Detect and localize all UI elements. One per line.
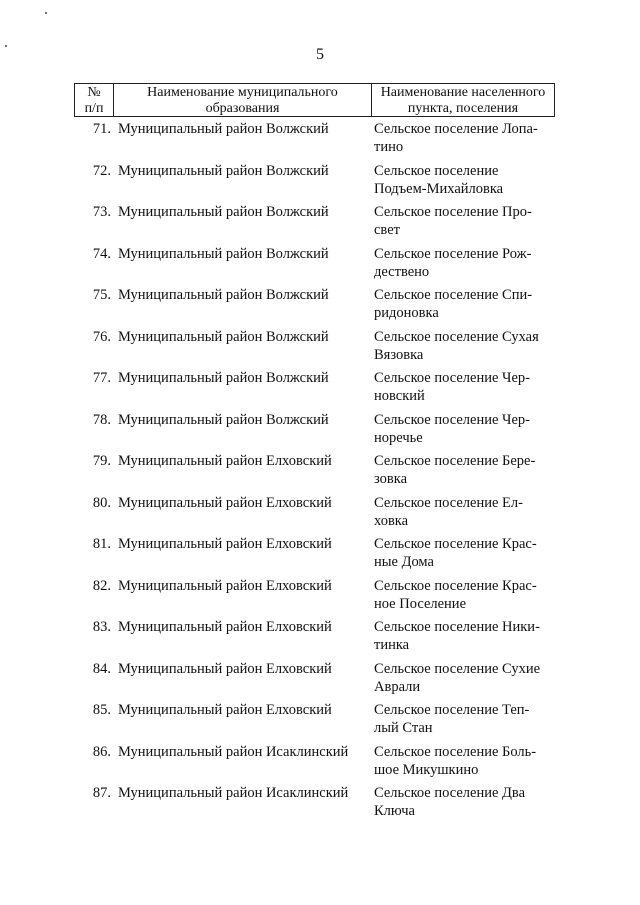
settlement-name: Сельское поселение Два Ключа [374,785,526,819]
municipality-name: Муниципальный район Волжский [118,411,329,428]
row-number: 76. [92,328,111,345]
municipality-name: Муниципальный район Исаклинский [118,785,349,801]
settlement-name: Сельское поселение Рож- дествено [374,245,532,280]
scan-artifact [45,12,47,14]
settlement-name: Сельское поселение Чер- новский [374,370,530,404]
row-number: 75. [92,287,111,303]
header-number [75,84,114,116]
row-number: 77. [92,370,111,386]
row-number: 81. [92,536,111,552]
settlement-name: Сельское поселение Спи- ридоновка [374,287,533,321]
row-number: 80. [92,494,111,511]
table-header [74,83,555,117]
row-number: 72. [92,162,111,179]
row-number: 82. [92,577,111,594]
municipality-name: Муниципальный район Елховский [118,660,332,677]
settlement-name: Сельское поселение Крас- ные Дома [374,536,537,570]
table-row [74,286,555,328]
settlement-name: Сельское поселение Теп- лый Стан [374,702,530,736]
municipality-name: Муниципальный район Волжский [118,204,329,220]
municipality-name: Муниципальный район Елховский [118,619,332,635]
municipality-name: Муниципальный район Волжский [118,162,329,179]
row-number: 73. [92,204,111,220]
municipality-name: Муниципальный район Волжский [118,245,329,262]
municipality-name: Муниципальный район Волжский [118,328,329,345]
table-row [74,369,555,411]
municipality-name: Муниципальный район Елховский [118,702,332,718]
table-row [74,120,555,162]
settlement-name: Сельское поселение Крас- ное Поселение [374,577,537,612]
header-settlement-label: Наименование населенного пункта, поселения [380,85,546,116]
table-row [74,577,555,619]
settlement-name: Сельское поселение Чер- норечье [374,411,530,446]
table-row [74,245,555,287]
table-body [74,120,555,826]
row-number: 74. [92,245,111,262]
settlement-name: Сельское поселение Сухие Аврали [374,660,541,695]
table-row [74,203,555,245]
settlement-name: Сельское поселение Бере- зовка [374,453,536,487]
row-number: 83. [92,619,111,635]
table-row [74,743,555,785]
municipality-name: Муниципальный район Елховский [118,494,332,511]
table-row [74,660,555,702]
row-number: 85. [92,702,111,718]
table-row [74,162,555,204]
table-row [74,328,555,370]
row-number: 71. [92,121,111,137]
municipality-name: Муниципальный район Волжский [118,370,329,386]
table-row [74,411,555,453]
settlement-name: Сельское поселение Про- свет [374,204,532,238]
municipality-name: Муниципальный район Елховский [118,577,332,594]
municipality-name: Муниципальный район Волжский [118,121,329,137]
header-municipality-label: Наименование муниципального образования [147,85,338,116]
header-number-label: № п/п [84,85,104,116]
settlement-name: Сельское поселение Сухая Вязовка [374,328,539,363]
municipality-name: Муниципальный район Исаклинский [118,743,349,760]
page-number: 5 [316,46,324,63]
table-row [74,784,555,826]
settlement-name: Сельское поселение Ники- тинка [374,619,540,653]
table-row [74,618,555,660]
header-municipality [114,84,372,116]
row-number: 86. [92,743,111,760]
table-row [74,535,555,577]
header-settlement [372,84,554,116]
row-number: 78. [92,411,111,428]
settlement-name: Сельское поселение Ел- ховка [374,494,523,529]
municipality-name: Муниципальный район Волжский [118,287,329,303]
table-row [74,494,555,536]
row-number: 87. [92,785,111,801]
settlement-name: Сельское поселение Подъем-Михайловка [374,162,504,197]
row-number: 84. [92,660,111,677]
settlement-name: Сельское поселение Боль- шое Микушкино [374,743,537,778]
table-row [74,701,555,743]
row-number: 79. [92,453,111,469]
municipality-name: Муниципальный район Елховский [118,536,332,552]
settlement-name: Сельское поселение Лопа- тино [374,121,538,155]
table-row [74,452,555,494]
municipality-name: Муниципальный район Елховский [118,453,332,469]
